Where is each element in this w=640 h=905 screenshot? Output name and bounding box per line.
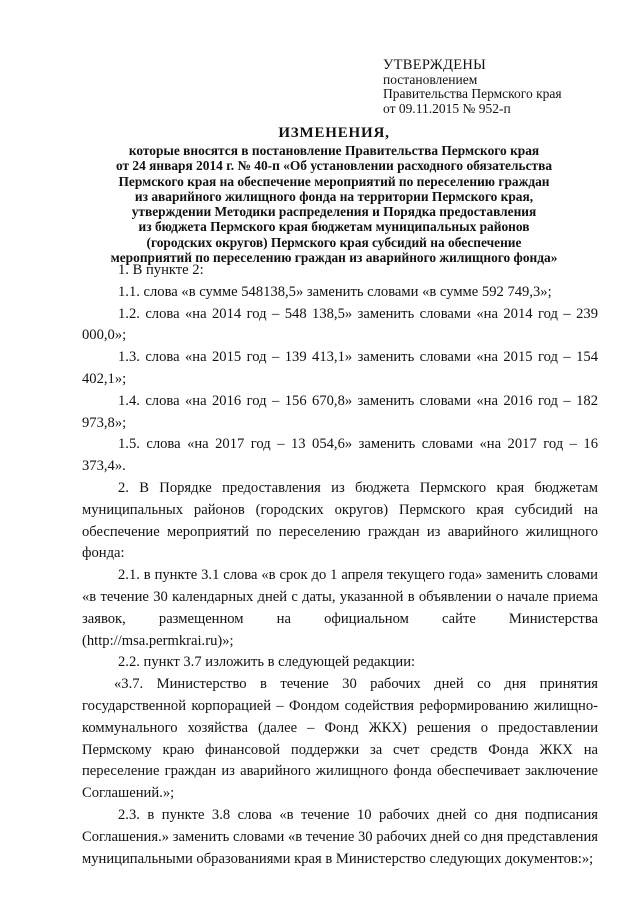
title-main: ИЗМЕНЕНИЯ, [278,125,390,141]
paragraph-1-2: 1.2. слова «на 2014 год – 548 138,5» заменить словами «на 2014 год – 239 000,0»; [82,305,598,344]
title-line: от 24 января 2014 г. № 40-п «Об установлении расходного обязательства [115,158,553,174]
document-body [82,260,598,870]
paragraph-1-4: 1.4. слова «на 2016 год – 156 670,8» заменить словами «на 2016 год – 182 973,8»; [82,392,598,431]
title-line: из аварийного жилищного фонда на территории Пермского края, [134,188,534,204]
title-line: Пермского края на обеспечение мероприятий по переселению граждан [118,173,550,189]
approval-stamp [383,58,623,116]
paragraph-1: 1. В пункте 2: [118,262,204,278]
title-line: мероприятий по переселению граждан из аварийного жилищного фонда» [110,250,558,266]
title-line: (городских округов) Пермского края субсидий на обеспечение [146,234,522,250]
paragraph-2-3: 2.3. в пункте 3.8 слова «в течение 10 рабочих дней со дня подписания Соглашения.» заменить словами «в течение 30 рабочих дней со дня представления муниципальными образованиями края в Министерство следующих документов:»; [82,806,598,867]
approval-line-1: постановлением [383,71,478,87]
paragraph-2-2: 2.2. пункт 3.7 изложить в следующей редакции: [118,654,416,671]
paragraph-3-7-text: «3.7. Министерство в течение 30 рабочих дней со дня принятия государственной корпорацией – Фондом содействия реформированию жилищно-коммунального хозяйства (далее – Фонд ЖКХ) решения о предоставлении Пермскому краю финансовой поддержки за счет средств Фонда ЖКХ на переселение граждан из аварийного жилищного фонда обеспечивает заключение Соглашений.»; [82,676,598,802]
title-line: которые вносятся в постановление Правительства Пермского края [128,143,540,158]
document-title [70,124,598,265]
paragraph-1-1: 1.1. слова «в сумме 548138,5» заменить словами «в сумме 592 749,3»; [118,283,552,300]
paragraph-1-3: 1.3. слова «на 2015 год – 139 413,1» заменить словами «на 2015 год – 154 402,1»; [82,349,598,387]
title-line: утверждении Методики распределения и Порядка предоставления [131,204,537,220]
paragraph-2: 2. В Порядке предоставления из бюджета Пермского края бюджетам муниципальных районов (городских округов) Пермского края субсидий на обеспечение мероприятий по переселению граждан из аварийного жилищного фонда: [82,479,598,562]
approval-line-2: Правительства Пермского края [383,86,562,101]
title-line: из бюджета Пермского края бюджетам муниципальных районов [138,219,530,235]
approval-heading: УТВЕРЖДЕНЫ [383,57,487,73]
paragraph-2-1: 2.1. в пункте 3.1 слова «в срок до 1 апреля текущего года» заменить словами «в течение 30 календарных дней с даты, указанной в объявлении о начале приема заявок, размещенном на официальном сайте Министерства (http://msa.permkrai.ru)»; [82,567,598,649]
paragraph-1-5: 1.5. слова «на 2017 год – 13 054,6» заменить словами «на 2017 год – 16 373,4». [82,436,598,475]
approval-line-3: от 09.11.2015 № 952-п [383,100,511,116]
